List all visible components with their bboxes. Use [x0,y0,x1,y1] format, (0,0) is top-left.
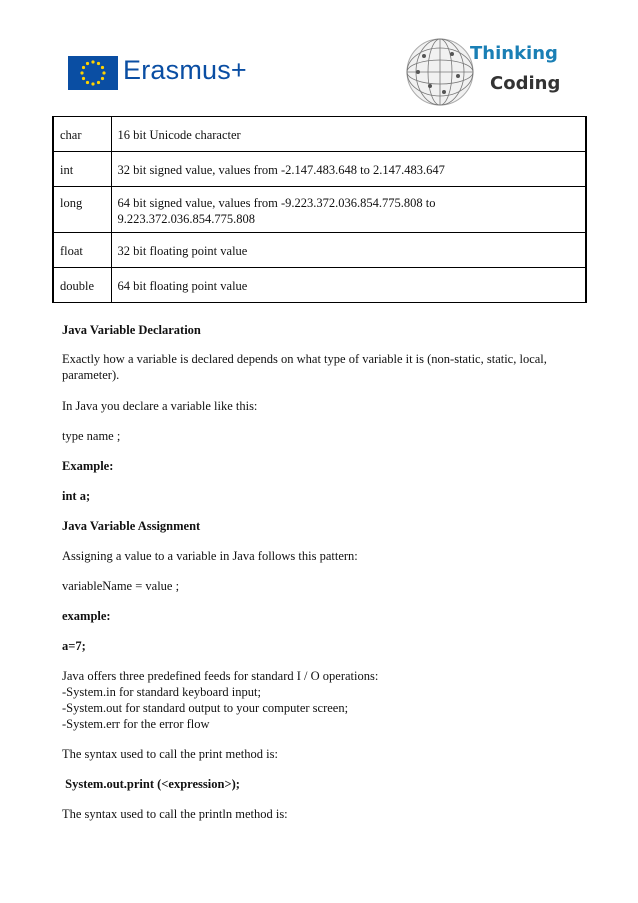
eu-flag-icon [68,56,118,90]
type-cell: char [53,117,111,152]
example-label: example: [62,609,111,623]
heading-declaration: Java Variable Declaration [62,323,201,337]
description-line: 9.223.372.036.854.775.808 [117,212,255,226]
type-cell: float [53,233,111,268]
paragraph: Assigning a value to a variable in Java follows this pattern: [62,549,358,563]
type-cell: double [53,268,111,303]
example-label: Example: [62,459,114,473]
erasmus-logo [68,56,248,92]
description-cell: 64 bit floating point value [111,268,586,303]
list-item: -System.out for standard output to your computer screen; [62,701,349,715]
description-line: 64 bit signed value, values from -9.223.372.036.854.775.808 to [117,196,436,210]
data-types-table [52,116,587,303]
paragraph: The syntax used to call the print method is: [62,747,278,761]
globe-icon [404,36,476,108]
table-row [53,233,586,268]
type-cell: long [53,187,111,233]
code-pattern: variableName = value ; [62,579,180,593]
heading-assignment: Java Variable Assignment [62,519,201,533]
description-cell [111,187,586,233]
paragraph: In Java you declare a variable like this: [62,399,258,413]
table-row [53,187,586,233]
paragraph: Exactly how a variable is declared depends on what type of variable it is (non-static, static, local, [62,352,547,366]
description-cell: 32 bit signed value, values from -2.147.483.648 to 2.147.483.647 [111,152,586,187]
code-syntax: System.out.print (<expression>); [62,777,240,791]
code-pattern: type name ; [62,429,121,443]
thinking-wordmark: Thinking [470,43,558,64]
table-row [53,117,586,152]
page-header [0,0,638,112]
thinking-coding-logo [404,36,574,112]
description-cell: 16 bit Unicode character [111,117,586,152]
example-code: int a; [62,489,91,503]
type-cell: int [53,152,111,187]
table-row [53,268,586,303]
paragraph: parameter). [62,368,120,382]
description-cell: 32 bit floating point value [111,233,586,268]
list-item: -System.err for the error flow [62,717,210,731]
example-code: a=7; [62,639,86,653]
coding-wordmark: Coding [490,73,561,94]
list-item: -System.in for standard keyboard input; [62,685,261,699]
table-row [53,152,586,187]
paragraph: The syntax used to call the println method is: [62,807,288,821]
erasmus-wordmark: Erasmus+ [123,55,247,85]
paragraph: Java offers three predefined feeds for standard I / O operations: [62,669,379,683]
